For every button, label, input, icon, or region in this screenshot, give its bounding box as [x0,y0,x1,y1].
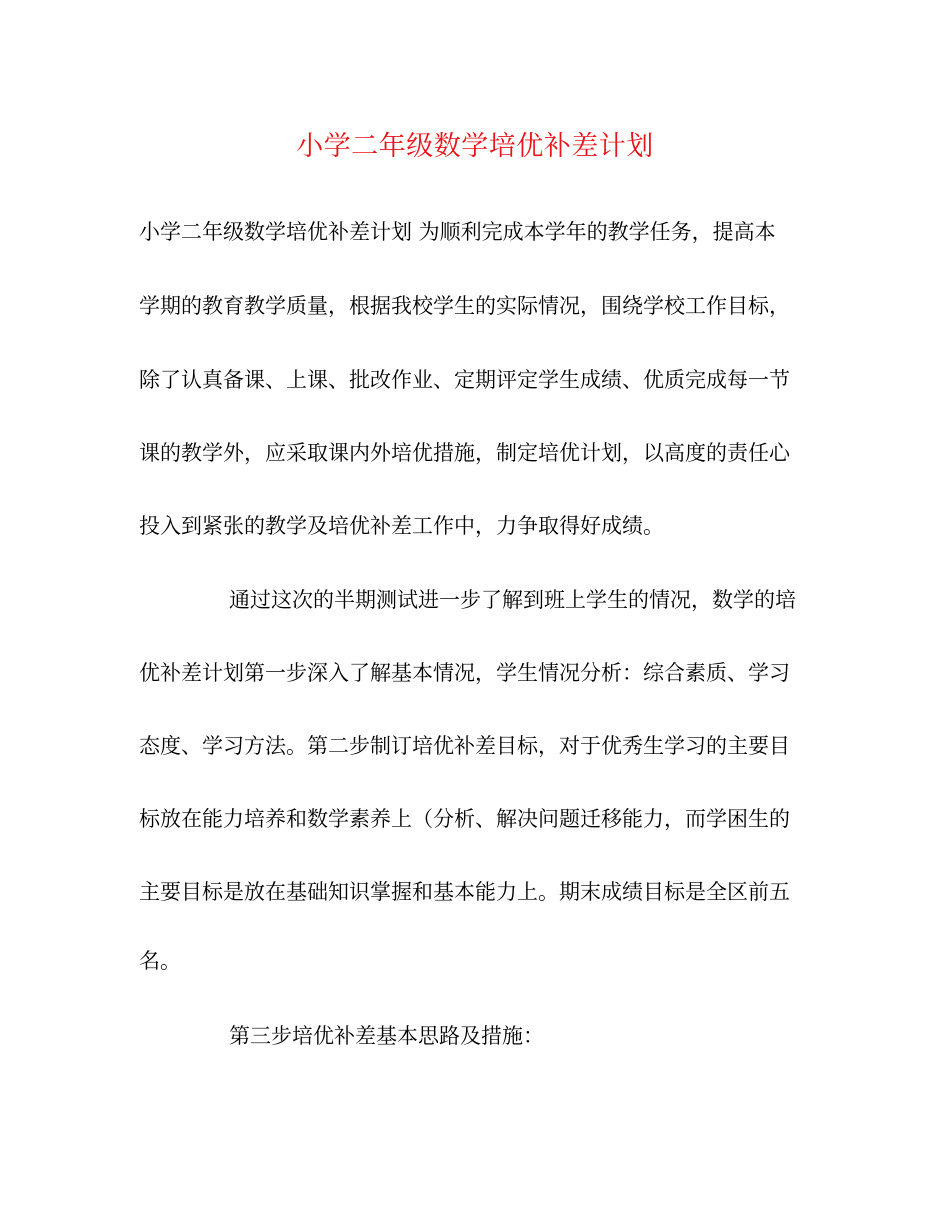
paragraph-line: 除了认真备课、上课、批改作业、定期评定学生成绩、优质完成每一节 [139,368,790,392]
document-title: 小学二年级数学培优补差计划 [296,131,654,162]
paragraph-line: 学期的教育教学质量，根据我校学生的实际情况，围绕学校工作目标， [139,294,790,318]
paragraph-line: 课的教学外，应采取课内外培优措施，制定培优计划，以高度的责任心 [139,441,790,465]
paragraph-line: 态度、学习方法。第二步制订培优补差目标，对于优秀生学习的主要目 [139,734,790,758]
paragraph-line: 第三步培优补差基本思路及措施： [229,1024,544,1048]
paragraph-line: 投入到紧张的教学及培优补差工作中，力争取得好成绩。 [139,514,664,538]
paragraph-line: 优补差计划第一步深入了解基本情况，学生情况分析：综合素质、学习 [139,661,790,685]
paragraph-line: 标放在能力培养和数学素养上（分析、解决问题迁移能力，而学困生的 [139,807,790,831]
paragraph-line: 名。 [139,949,181,973]
paragraph-line: 主要目标是放在基础知识掌握和基本能力上。期末成绩目标是全区前五 [139,880,790,904]
paragraph-line: 小学二年级数学培优补差计划 为顺利完成本学年的教学任务，提高本 [139,220,776,244]
paragraph-line: 通过这次的半期测试进一步了解到班上学生的情况，数学的培 [229,588,796,612]
